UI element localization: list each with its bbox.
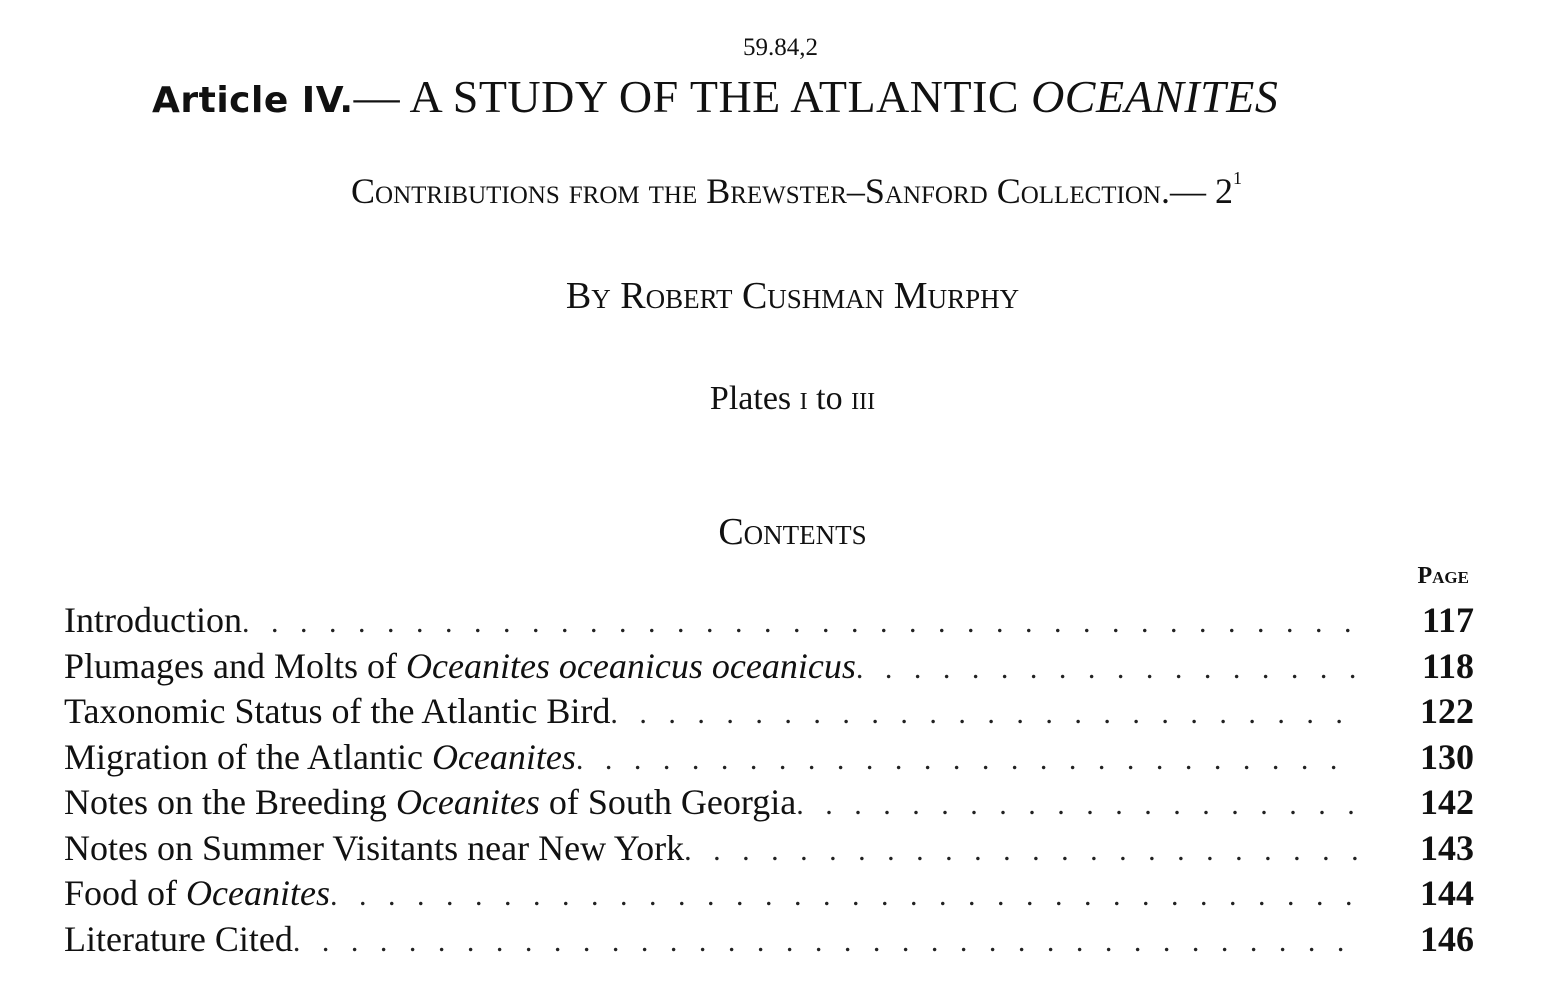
plates-from: i — [799, 380, 808, 417]
article-label: Article IV. — [152, 80, 354, 121]
toc-title-part: Notes on Summer Visitants near New York — [64, 827, 685, 868]
toc-entry-title — [64, 598, 242, 643]
dot-leader — [796, 782, 1360, 827]
dot-leader — [856, 646, 1360, 691]
toc-title-italic-part: Oceanites — [186, 873, 330, 913]
toc-entry — [64, 735, 1474, 781]
title-italic: OCEANITES — [1031, 71, 1279, 122]
toc-title-italic-part: Oceanites oceanicus oceanicus — [405, 645, 856, 686]
toc-title-part: Literature Cited — [64, 918, 293, 959]
toc-entry-title — [64, 826, 684, 871]
toc-entry — [64, 644, 1474, 690]
toc-title-part: Notes on the Breeding — [64, 782, 396, 822]
title-dash: — — [353, 71, 401, 122]
plates-line — [22, 380, 1541, 418]
dot-leader — [330, 873, 1360, 918]
toc-title-part: of South Georgia — [539, 782, 797, 822]
toc-page-number: 144 — [1420, 873, 1474, 913]
toc-title-part: Migration of the Atlantic — [64, 736, 432, 777]
toc-title-part: Plumages and Molts of — [64, 645, 406, 686]
toc-page-number: 142 — [1420, 782, 1474, 822]
dot-leader — [293, 919, 1360, 964]
title-main: A STUDY OF THE ATLANTIC — [400, 71, 1032, 122]
toc-title-part: Food of — [64, 873, 187, 913]
subtitle — [26, 170, 1541, 212]
toc-entry-title — [64, 689, 610, 734]
toc-entry — [64, 917, 1474, 963]
footnote-mark: 1 — [1232, 168, 1242, 188]
toc-title-part: Introduction — [64, 600, 242, 640]
toc-entry-title — [64, 780, 796, 825]
dot-leader — [242, 600, 1360, 645]
dot-leader — [610, 691, 1360, 736]
toc-page-number: 117 — [1421, 600, 1474, 640]
toc-entry-title — [64, 644, 856, 689]
author-line: By Robert Cushman Murphy — [565, 275, 1020, 317]
table-of-contents — [64, 598, 1474, 962]
toc-entry — [64, 780, 1474, 826]
toc-title-italic-part: Oceanites — [431, 736, 576, 777]
subtitle-text: Contributions from the Brewster–Sanford Collection.— 2 — [351, 171, 1233, 211]
contents-heading: Contents — [718, 511, 867, 553]
toc-entry-title — [64, 735, 576, 780]
toc-title-part: Taxonomic Status of the Atlantic Bird — [64, 691, 611, 731]
toc-page-number: 122 — [1420, 691, 1474, 731]
toc-page-number: 146 — [1420, 918, 1474, 959]
plates-middle: to — [807, 380, 852, 417]
toc-page-number: 118 — [1421, 645, 1474, 686]
page-column-label: Page — [1417, 563, 1469, 589]
dot-leader — [684, 828, 1360, 873]
toc-entry — [64, 871, 1474, 917]
plates-to: iii — [851, 380, 876, 417]
toc-title-italic-part: Oceanites — [395, 782, 540, 822]
toc-entry — [64, 826, 1474, 872]
toc-entry — [64, 598, 1474, 644]
toc-entry-title — [64, 871, 330, 916]
toc-entry — [64, 689, 1474, 735]
toc-entry-title — [64, 917, 293, 962]
classification-number: 59.84,2 — [743, 34, 818, 61]
toc-page-number: 130 — [1420, 736, 1474, 777]
plates-prefix: Plates — [709, 380, 800, 417]
dot-leader — [576, 737, 1360, 782]
toc-page-number: 143 — [1420, 827, 1474, 868]
article-title — [152, 70, 1392, 123]
